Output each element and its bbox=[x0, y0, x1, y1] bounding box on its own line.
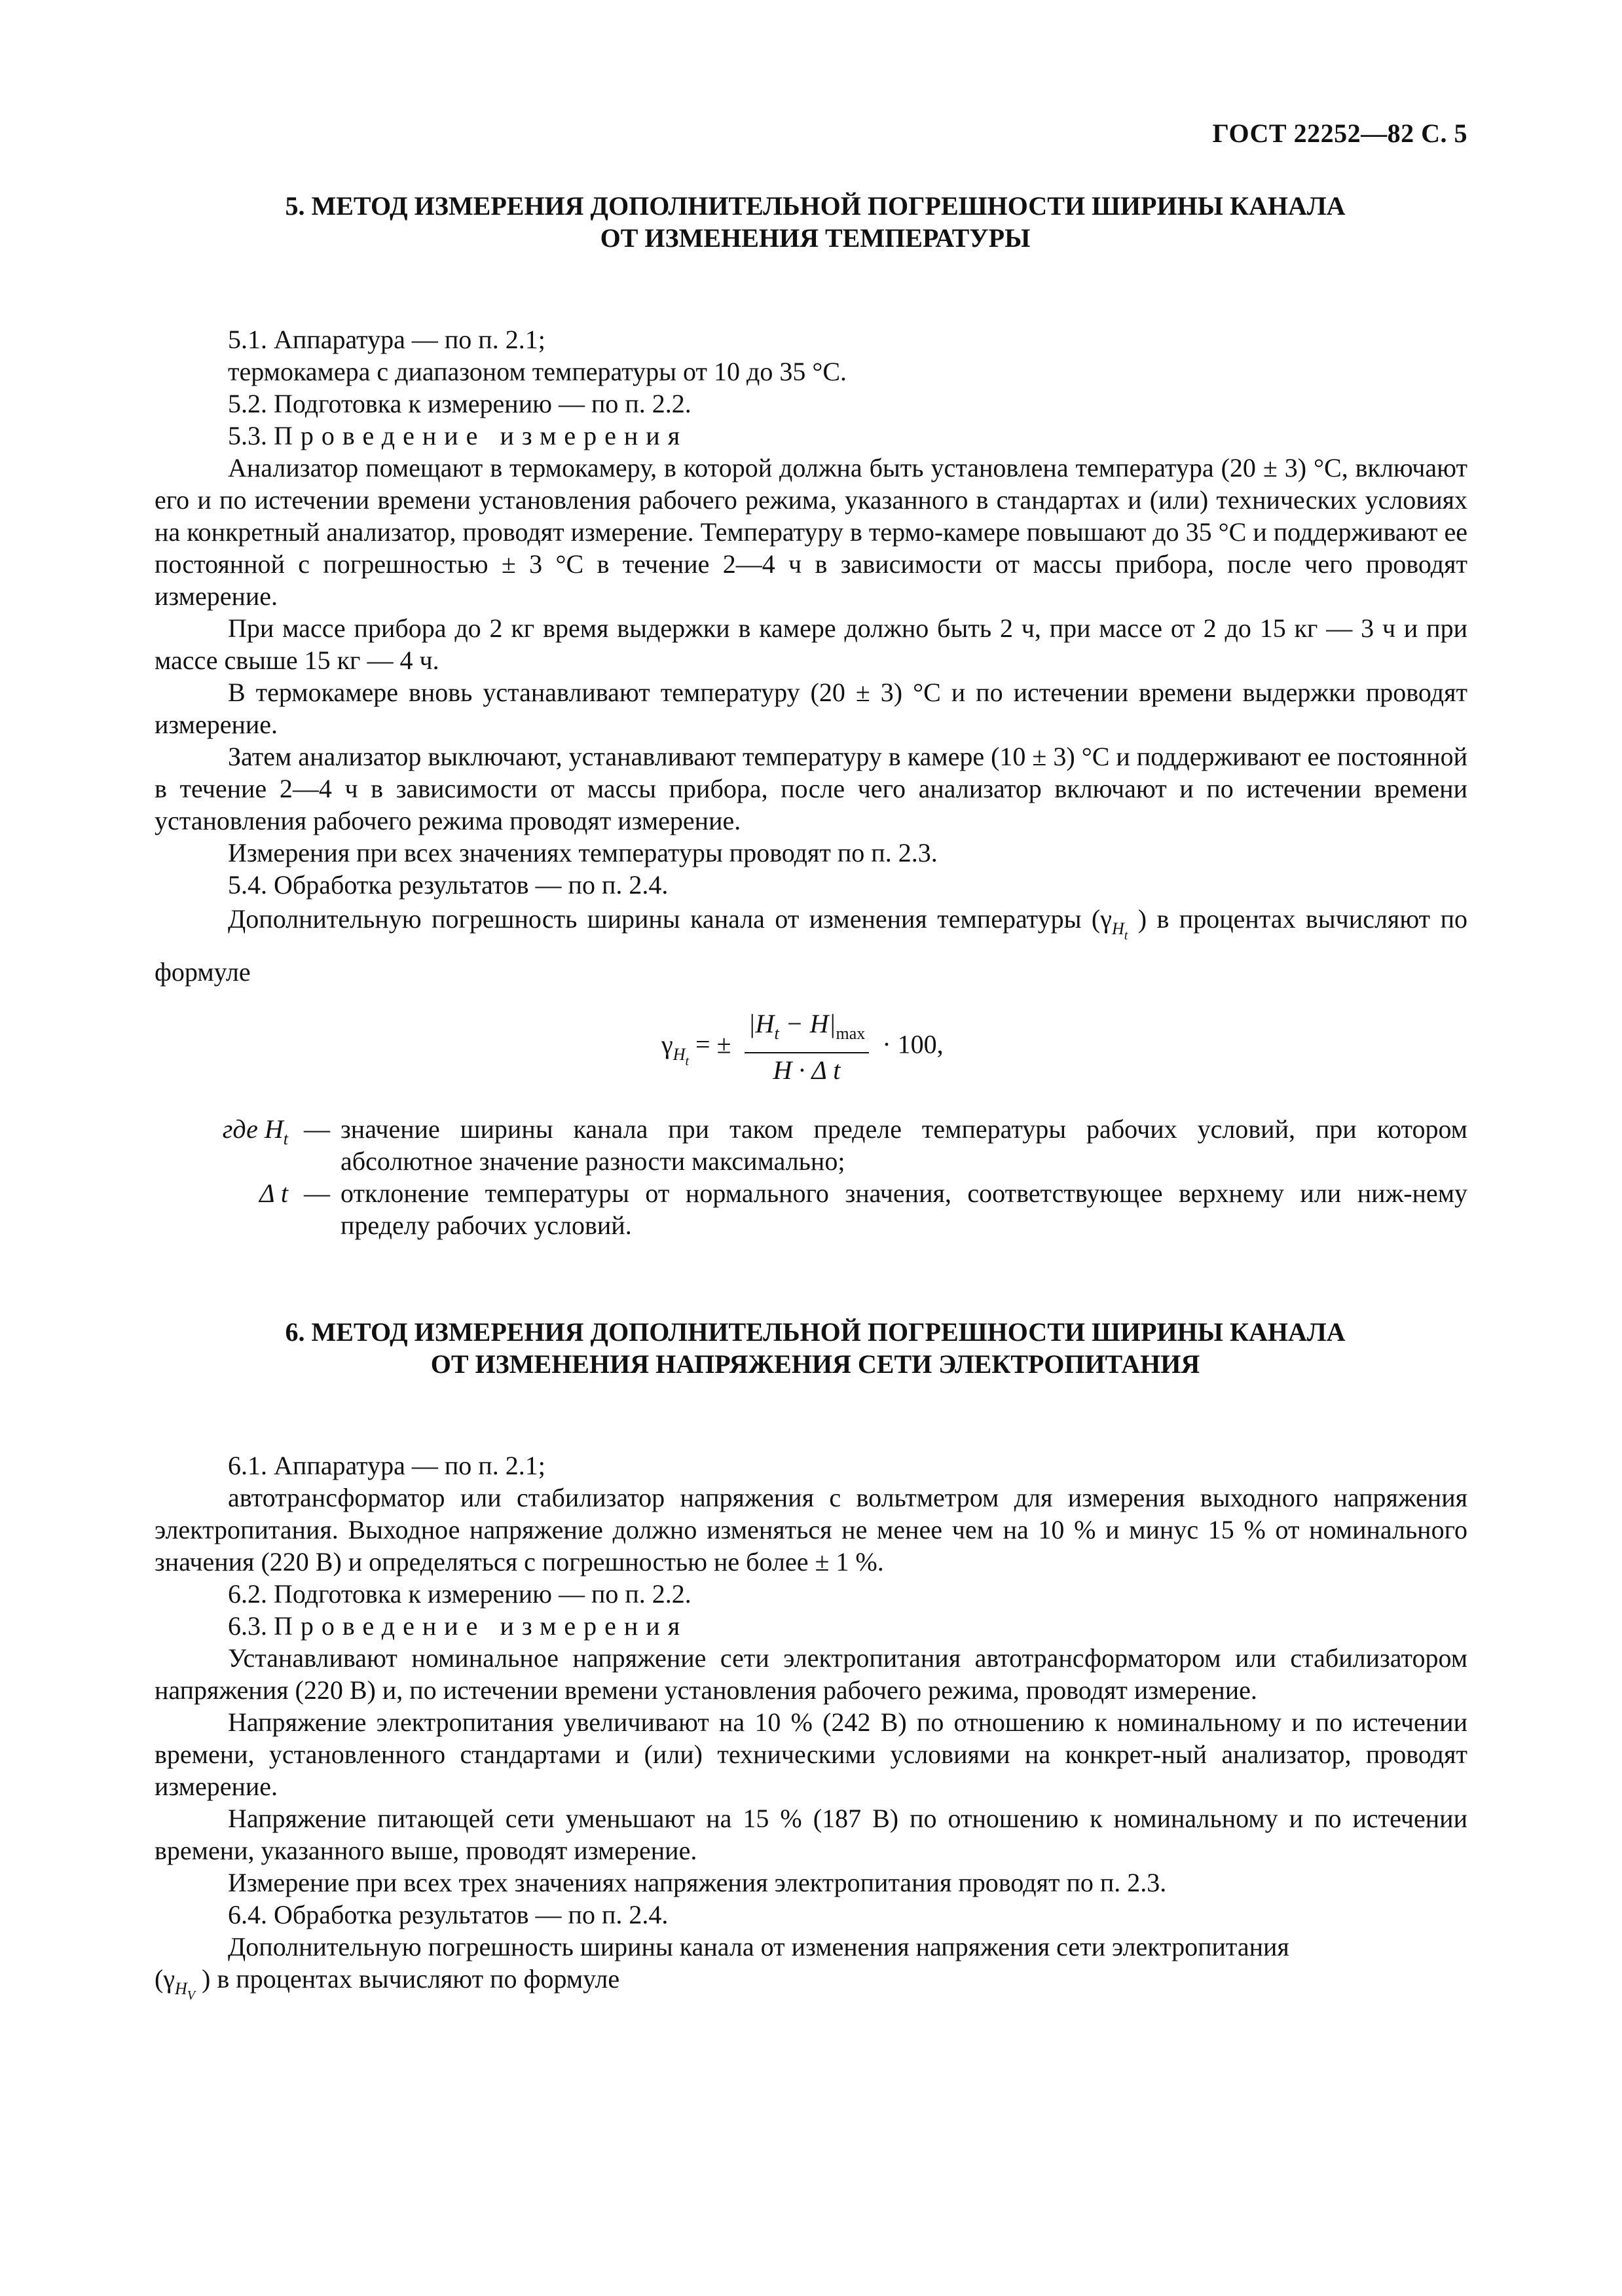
paragraph-5-1: 5.1. Аппаратура — по п. 2.1; bbox=[228, 325, 545, 354]
paragraph-6-4-formula-intro: Дополнительную погрешность ширины канала от изменения напряжения сети электропитания bbox=[228, 1932, 1289, 1961]
section-5-body bbox=[155, 323, 1467, 991]
definition-dt-text: отклонение температуры от нормального значения, соответствующее верхнему или ниж-нему пределу рабочих условий. bbox=[341, 1178, 1467, 1240]
paragraph-6-3-all: Измерение при всех трех значениях напряжения электропитания проводят по п. 2.3. bbox=[228, 1868, 1167, 1897]
formula-fraction bbox=[745, 1008, 870, 1086]
paragraph-5-3 bbox=[155, 420, 1467, 452]
paragraph-6-3-increase: Напряжение электропитания увеличивают на 10 % (242 В) по отношению к номинальному и по истечении времени, установленного стандартами и (или) техническими условиями на конкрет-ный анализатор, проводят измерение. bbox=[155, 1707, 1467, 1801]
paragraph-5-2: 5.2. Подготовка к измерению — по п. 2.2. bbox=[228, 389, 691, 418]
formula-equals: = ± bbox=[695, 1029, 731, 1059]
section-6-title bbox=[164, 1316, 1467, 1380]
paragraph-5-3-cold: Затем анализатор выключают, устанавливают температуру в камере (10 ± 3) °С и поддерживают ее постоянной в течение 2—4 ч в зависимости от массы прибора, после чего анализатор включают и по истечении времени установления рабочего режима проводят измерение. bbox=[155, 742, 1467, 835]
definition-ht-text: значение ширины канала при таком пределе температуры рабочих условий, при котором абсолютное значение разности максимально; bbox=[341, 1114, 1467, 1176]
formula-tail: · 100, bbox=[882, 1029, 944, 1059]
paragraph-6-4-formula-intro-cont: ($\gamma_{H_V}$ ) в процентах вычисляют по формуле bbox=[155, 1964, 620, 2003]
section-6-body bbox=[155, 1449, 1467, 2012]
paragraph-6-3-number: 6.3. bbox=[228, 1611, 267, 1641]
paragraph-6-4: 6.4. Обработка результатов — по п. 2.4. bbox=[228, 1900, 669, 1929]
page-header: ГОСТ 22252—82 С. 5 bbox=[1212, 118, 1467, 148]
paragraph-6-3 bbox=[155, 1610, 1467, 1642]
section-5-title-line1: 5. МЕТОД ИЗМЕРЕНИЯ ДОПОЛНИТЕЛЬНОЙ ПОГРЕШНОСТИ ШИРИНЫ КАНАЛА bbox=[285, 191, 1346, 221]
paragraph-6-3-decrease: Напряжение питающей сети уменьшают на 15 % (187 В) по отношению к номинальному и по истечении времени, указанного выше, проводят измерение. bbox=[155, 1804, 1467, 1865]
formula-temperature bbox=[661, 1008, 944, 1086]
paragraph-5-3-heading: Проведение измерения bbox=[274, 421, 688, 450]
paragraph-5-3-repeat: В термокамере вновь устанавливают температуру (20 ± 3) °С и по истечении времени выдержки проводят измерение. bbox=[155, 678, 1467, 739]
paragraph-6-1: 6.1. Аппаратура — по п. 2.1; bbox=[228, 1451, 545, 1480]
paragraph-5-4-formula-intro: Дополнительную погрешность ширины канала от изменения температуры ($\gamma_{H_t}$ ) в процентах вычисляют по формуле bbox=[155, 904, 1467, 987]
formula-lhs: $\gamma_{H_t}$ bbox=[661, 1029, 690, 1068]
section-6-title-line2: ОТ ИЗМЕНЕНИЯ НАПРЯЖЕНИЯ СЕТИ ЭЛЕКТРОПИТАНИЯ bbox=[430, 1349, 1200, 1379]
paragraph-6-3-heading: Проведение измерения bbox=[274, 1611, 688, 1641]
formula-denominator: H · Δ t bbox=[773, 1055, 841, 1085]
paragraph-5-3-mass: При массе прибора до 2 кг время выдержки в камере должно быть 2 ч, при массе от 2 до 15 кг — 3 ч и при массе свыше 15 кг — 4 ч. bbox=[155, 613, 1467, 675]
section-6-title-line1: 6. МЕТОД ИЗМЕРЕНИЯ ДОПОЛНИТЕЛЬНОЙ ПОГРЕШНОСТИ ШИРИНЫ КАНАЛА bbox=[285, 1317, 1346, 1347]
paragraph-5-3-number: 5.3. bbox=[228, 421, 267, 450]
paragraph-5-3-procedure: Анализатор помещают в термокамеру, в которой должна быть установлена температура (20 ± 3) °С, включают его и по истечении времени установления рабочего режима, указанного в стандартах и (или) технических условиях на конкретный анализатор, проводят измерение. Температуру в термо-камере повышают до 35 °С и поддерживают ее постоянной с погрешностью ± 3 °С в течение 2—4 ч в зависимости от массы прибора, после чего проводят измерение. bbox=[155, 453, 1467, 611]
paragraph-5-4: 5.4. Обработка результатов — по п. 2.4. bbox=[228, 870, 669, 900]
section-5-title bbox=[164, 190, 1467, 254]
paragraph-6-3-nominal: Устанавливают номинальное напряжение сети электропитания автотрансформатором или стабилизатором напряжения (220 В) и, по истечении времени установления рабочего режима, проводят измерение. bbox=[155, 1643, 1467, 1705]
definition-dt-term: Δ t bbox=[259, 1178, 288, 1208]
definition-dt: Δ t — отклонение температуры от нормального значения, соответствующее верхнему или ниж-нему пределу рабочих условий. bbox=[259, 1178, 1467, 1240]
formula-definitions bbox=[155, 1113, 1467, 1241]
paragraph-6-2: 6.2. Подготовка к измерению — по п. 2.2. bbox=[228, 1579, 691, 1609]
formula-numerator: $|H_t - H|_{max}$ bbox=[745, 1008, 870, 1053]
definition-ht-term: где H bbox=[222, 1114, 284, 1144]
paragraph-5-3-all: Измерения при всех значениях температуры проводят по п. 2.3. bbox=[228, 838, 938, 867]
section-5-title-line2: ОТ ИЗМЕНЕНИЯ ТЕМПЕРАТУРЫ bbox=[600, 223, 1031, 253]
paragraph-6-1-equipment: автотрансформатор или стабилизатор напряжения с вольтметром для измерения выходного напряжения электропитания. Выходное напряжение должно изменяться не менее чем на 10 % и минус 15 % от номинального значения (220 В) и определяться с погрешностью не более ± 1 %. bbox=[155, 1483, 1467, 1576]
paragraph-5-1-equipment: термокамера с диапазоном температуры от 10 до 35 °С. bbox=[228, 357, 847, 386]
definition-ht: где $H_t$ — значение ширины канала при таком пределе температуры рабочих условий, при котором абсолютное значение разности максимально; bbox=[222, 1114, 1467, 1176]
